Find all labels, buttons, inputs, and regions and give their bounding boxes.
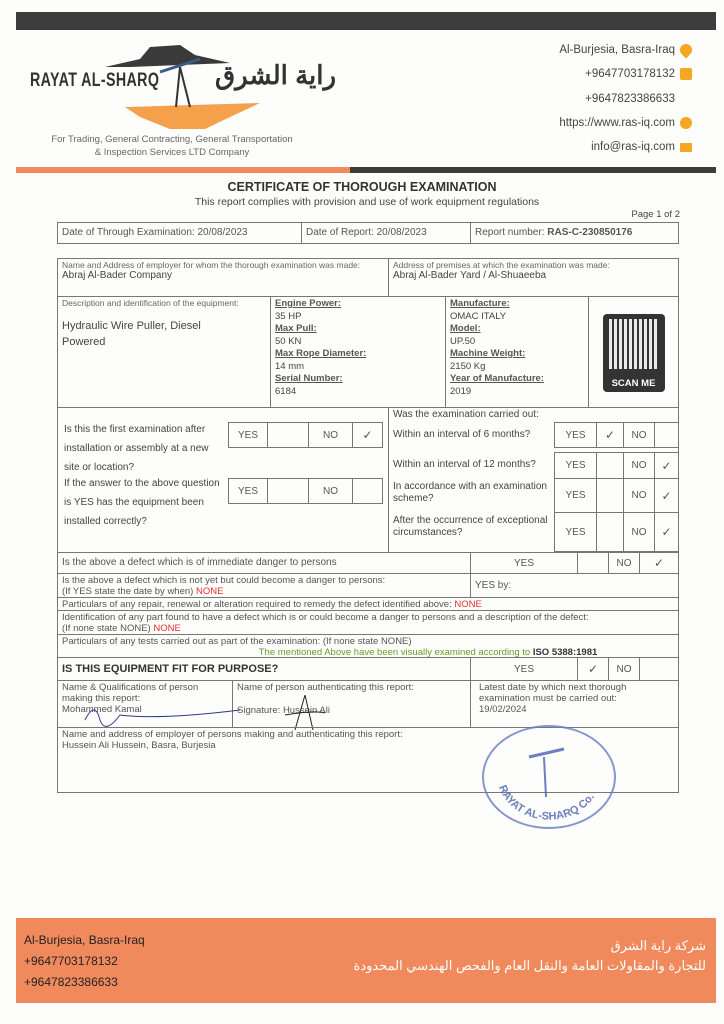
footer-arabic: [354, 936, 707, 976]
contact-website[interactable]: [559, 117, 692, 129]
website-link[interactable]: https://www.ras-iq.com: [559, 117, 675, 129]
immediate-no[interactable]: NO: [608, 552, 640, 574]
carried-out-yes[interactable]: YES: [554, 422, 597, 448]
logo-text-ar: راية الشرق: [215, 60, 337, 90]
footer-band: [16, 918, 716, 1003]
carried-out-no-mark[interactable]: ✓: [654, 478, 679, 513]
company-stamp: [482, 725, 616, 829]
first-exam-no-check[interactable]: ✓: [352, 422, 383, 448]
immediate-danger-label: Is the above a defect which is of immediate danger to persons: [62, 557, 337, 568]
equipment-desc-cell: [57, 296, 271, 408]
repair-row: [57, 597, 679, 611]
fit-no[interactable]: NO: [608, 657, 640, 681]
fit-no-box[interactable]: [639, 657, 679, 681]
specs2-cell: [445, 296, 589, 408]
logo-text-en: RAYAT AL-SHARQ: [30, 70, 160, 91]
qr-code[interactable]: [603, 314, 665, 392]
spec-value: 14 mm: [275, 360, 305, 372]
tagline-line1: For Trading, General Contracting, General Transportation: [51, 134, 293, 145]
premises-value: Abraj Al-Bader Yard / Al-Shuaeeba: [393, 270, 547, 281]
carried-out-no-mark[interactable]: ✓: [654, 452, 679, 479]
spec-key: Max Rope Diameter:: [275, 348, 367, 359]
carried-out-no-mark[interactable]: ✓: [654, 512, 679, 552]
tagline-line2: & Inspection Services LTD Company: [94, 147, 250, 158]
report-number-value: RAS-C-230850176: [547, 227, 633, 238]
fit-yes[interactable]: YES: [470, 657, 578, 681]
immediate-yes[interactable]: YES: [470, 552, 578, 574]
carried-out-yes[interactable]: YES: [554, 452, 597, 479]
carried-out-no-mark[interactable]: [654, 422, 679, 448]
footer-arabic-name: شركة راية الشرق: [610, 938, 706, 953]
carried-out-yes-mark[interactable]: [596, 478, 624, 513]
tests-note: The mentioned Above have been visually examined according to: [258, 647, 531, 658]
employer-persons-value: Hussein Ali Hussein, Basra, Burjesia: [62, 740, 216, 751]
footer-phone1: +9647703178132: [24, 954, 118, 968]
identification-label: Identification of any part found to have a defect which is or could become a danger to persons and a description of the defect:: [62, 612, 589, 623]
spec-value: 50 KN: [275, 335, 302, 347]
email-link[interactable]: info@ras-iq.com: [591, 141, 675, 153]
installed-yes[interactable]: YES: [228, 478, 268, 504]
equipment-value: Hydraulic Wire Puller, Diesel Powered: [62, 320, 201, 348]
carried-out-no[interactable]: NO: [623, 422, 655, 448]
spec-key: Machine Weight:: [450, 348, 526, 359]
installed-question: If the answer to the above question is YES has the equipment been installed correctly?: [64, 478, 220, 527]
carried-out-no[interactable]: NO: [623, 478, 655, 513]
globe-icon: [680, 117, 692, 129]
scan-me-label: SCAN ME: [611, 378, 656, 389]
installed-no-box[interactable]: [352, 478, 383, 504]
location-pin-icon: [678, 42, 695, 59]
footer-arabic-desc: للتجارة والمقاولات العامة والنقل العام والفحص الهندسي المحدودة: [353, 958, 706, 973]
employer-persons-label: Name and address of employer of persons making and authenticating this report:: [62, 729, 403, 740]
first-exam-question: Is this the first examination after installation or assembly at a new site or location?: [64, 424, 209, 473]
mail-icon: [680, 143, 692, 152]
phone1-text: +9647703178132: [585, 68, 675, 80]
contact-phone1: [585, 68, 692, 80]
yes-by-field[interactable]: YES by:: [470, 573, 679, 598]
exam-date: Date of Through Examination: 20/08/2023: [57, 222, 302, 244]
future-danger-value: NONE: [195, 586, 224, 597]
employer-cell: [57, 258, 389, 297]
identification-hint: (If none state NONE): [62, 623, 151, 634]
future-danger-label: Is the above a defect which is not yet but could become a danger to persons:: [62, 575, 386, 586]
installed-no[interactable]: NO: [308, 478, 353, 504]
carried-out-yes-mark[interactable]: [596, 512, 624, 552]
employer-value: Abraj Al-Bader Company: [62, 270, 173, 281]
contact-email[interactable]: [591, 141, 692, 153]
qr-cell: [588, 296, 679, 408]
fit-yes-check[interactable]: ✓: [577, 657, 609, 681]
carried-out-yes-mark[interactable]: [596, 452, 624, 479]
footer-contact: [24, 930, 145, 993]
authenticator-signature: Signature: Hussein Ali: [237, 705, 330, 716]
reporter-label: Name & Qualifications of person making this report:: [62, 682, 199, 704]
spec-value: 35 HP: [275, 310, 302, 322]
tagline: [22, 133, 322, 159]
separator-dark: [350, 167, 716, 173]
future-danger-hint: (If YES state the date by when): [62, 586, 194, 597]
identification-row: [57, 610, 679, 635]
page-number: Page 1 of 2: [631, 209, 680, 220]
carried-out-yes[interactable]: YES: [554, 478, 597, 513]
top-band: [16, 12, 716, 30]
specs1-cell: [270, 296, 446, 408]
first-exam-yes-box[interactable]: [267, 422, 309, 448]
premises-label: Address of premises at which the examination was made:: [393, 260, 610, 270]
phone2-text: +9647823386633: [585, 93, 675, 105]
contact-phone2: [585, 93, 675, 105]
spec-key: Model:: [450, 323, 481, 334]
qr-pattern-icon: [609, 319, 659, 369]
next-exam-cell: [470, 680, 679, 728]
spec-value: UP.50: [450, 335, 476, 347]
spec-key: Max Pull:: [275, 323, 317, 334]
carried-out-question: Within an interval of 6 months?: [393, 429, 531, 440]
repair-label: Particulars of any repair, renewal or alteration required to remedy the defect identified above:: [62, 599, 452, 610]
immediate-no-check[interactable]: ✓: [639, 552, 679, 574]
first-exam-yes[interactable]: YES: [228, 422, 268, 448]
carried-out-no[interactable]: NO: [623, 512, 655, 552]
iso-standard: ISO 5388:1981: [532, 647, 598, 658]
installed-yes-box[interactable]: [267, 478, 309, 504]
next-exam-date: 19/02/2024: [479, 704, 527, 715]
equipment-label: Description and identification of the equipment:: [62, 298, 239, 308]
employer-label: Name and Address of employer for whom the thorough examination was made:: [62, 260, 361, 270]
spec-key: Engine Power:: [275, 298, 341, 309]
contact-address: [559, 44, 692, 56]
reporter-name: Mohammed Kamal: [62, 704, 142, 715]
carried-out-question: In accordance with an examination scheme?: [393, 481, 547, 504]
carried-out-yes-mark[interactable]: ✓: [596, 422, 624, 448]
document-subtitle: This report complies with provision and use of work equipment regulations: [194, 196, 540, 208]
carried-out-no[interactable]: NO: [623, 452, 655, 479]
identification-value: NONE: [153, 623, 181, 634]
first-exam-no[interactable]: NO: [308, 422, 353, 448]
tests-label: Particulars of any tests carried out as part of the examination: (If none state NONE): [62, 636, 412, 647]
repair-value: NONE: [454, 599, 482, 610]
separator-orange: [16, 167, 350, 173]
spec-key: Year of Manufacture:: [450, 373, 544, 384]
future-danger-cell: [57, 573, 471, 598]
carried-out-label: Was the examination carried out:: [393, 409, 539, 420]
immediate-yes-box[interactable]: [577, 552, 609, 574]
carried-out-question: After the occurrence of exceptional circumstances?: [393, 515, 548, 538]
spec-value: 6184: [275, 385, 297, 397]
address-text: Al-Burjesia, Basra-Iraq: [559, 44, 675, 56]
carried-out-question: Within an interval of 12 months?: [393, 459, 536, 470]
fit-question: IS THIS EQUIPMENT FIT FOR PURPOSE?: [62, 663, 279, 675]
tests-row: [57, 634, 679, 658]
spec-key: Manufacture:: [450, 298, 510, 309]
report-number-label: Report number:: [475, 227, 545, 238]
report-number: [470, 222, 679, 244]
footer-address: Al-Burjesia, Basra-Iraq: [24, 933, 145, 947]
document-title: CERTIFICATE OF THOROUGH EXAMINATION: [227, 180, 497, 194]
premises-cell: [388, 258, 679, 297]
authenticator-label: Name of person authenticating this report:: [237, 682, 414, 693]
spec-value: 2150 Kg: [450, 360, 486, 372]
spec-value: OMAC ITALY: [450, 310, 507, 322]
spec-key: Serial Number:: [275, 373, 343, 384]
footer-phone2: +9647823386633: [24, 975, 118, 989]
svg-text:RAYAT AL-SHARQ Co.: RAYAT AL-SHARQ Co.: [496, 783, 597, 823]
carried-out-yes[interactable]: YES: [554, 512, 597, 552]
spec-value: 2019: [450, 385, 472, 397]
phone-icon: [680, 68, 692, 80]
report-date: Date of Report: 20/08/2023: [301, 222, 471, 244]
next-exam-label: Latest date by which next thorough examination must be carried out:: [479, 682, 627, 704]
